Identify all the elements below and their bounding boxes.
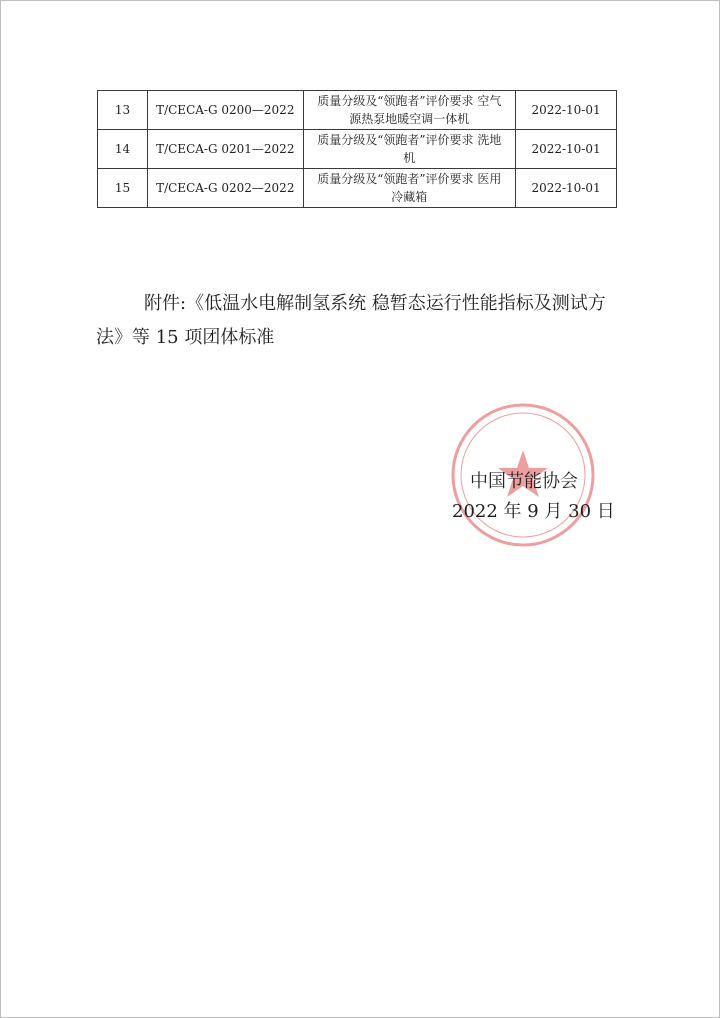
standard-title-line1: 质量分级及“领跑者”评价要求 医用 — [317, 172, 502, 186]
organization-name: 中国节能协会 — [470, 471, 578, 492]
standards-table — [97, 90, 617, 208]
implementation-date: 2022-10-01 — [516, 130, 617, 169]
row-number: 13 — [98, 91, 148, 130]
standard-title-line1: 质量分级及“领跑者”评价要求 空气 — [317, 94, 502, 108]
implementation-date: 2022-10-01 — [516, 169, 617, 208]
standard-code: T/CECA-G 0200—2022 — [148, 91, 303, 130]
standard-title-line2: 源热泵地暖空调一体机 — [349, 112, 470, 126]
issue-date: 2022 年 9 月 30 日 — [452, 501, 615, 522]
implementation-date: 2022-10-01 — [516, 91, 617, 130]
table-row — [98, 169, 617, 208]
row-number: 15 — [98, 169, 148, 208]
standard-title — [303, 130, 516, 169]
row-number: 14 — [98, 130, 148, 169]
standard-title-line1: 质量分级及“领跑者”评价要求 洗地 — [317, 133, 502, 147]
standard-title-line2: 冷藏箱 — [391, 190, 428, 204]
standard-code: T/CECA-G 0202—2022 — [148, 169, 303, 208]
standard-title-line2: 机 — [403, 151, 416, 165]
table-row — [98, 130, 617, 169]
standard-code: T/CECA-G 0201—2022 — [148, 130, 303, 169]
attachment-note: 附件:《低温水电解制氢系统 稳暂态运行性能指标及测试方法》等 15 项团体标准 — [96, 293, 606, 348]
standard-title — [303, 169, 516, 208]
standard-title — [303, 91, 516, 130]
table-row — [98, 91, 617, 130]
